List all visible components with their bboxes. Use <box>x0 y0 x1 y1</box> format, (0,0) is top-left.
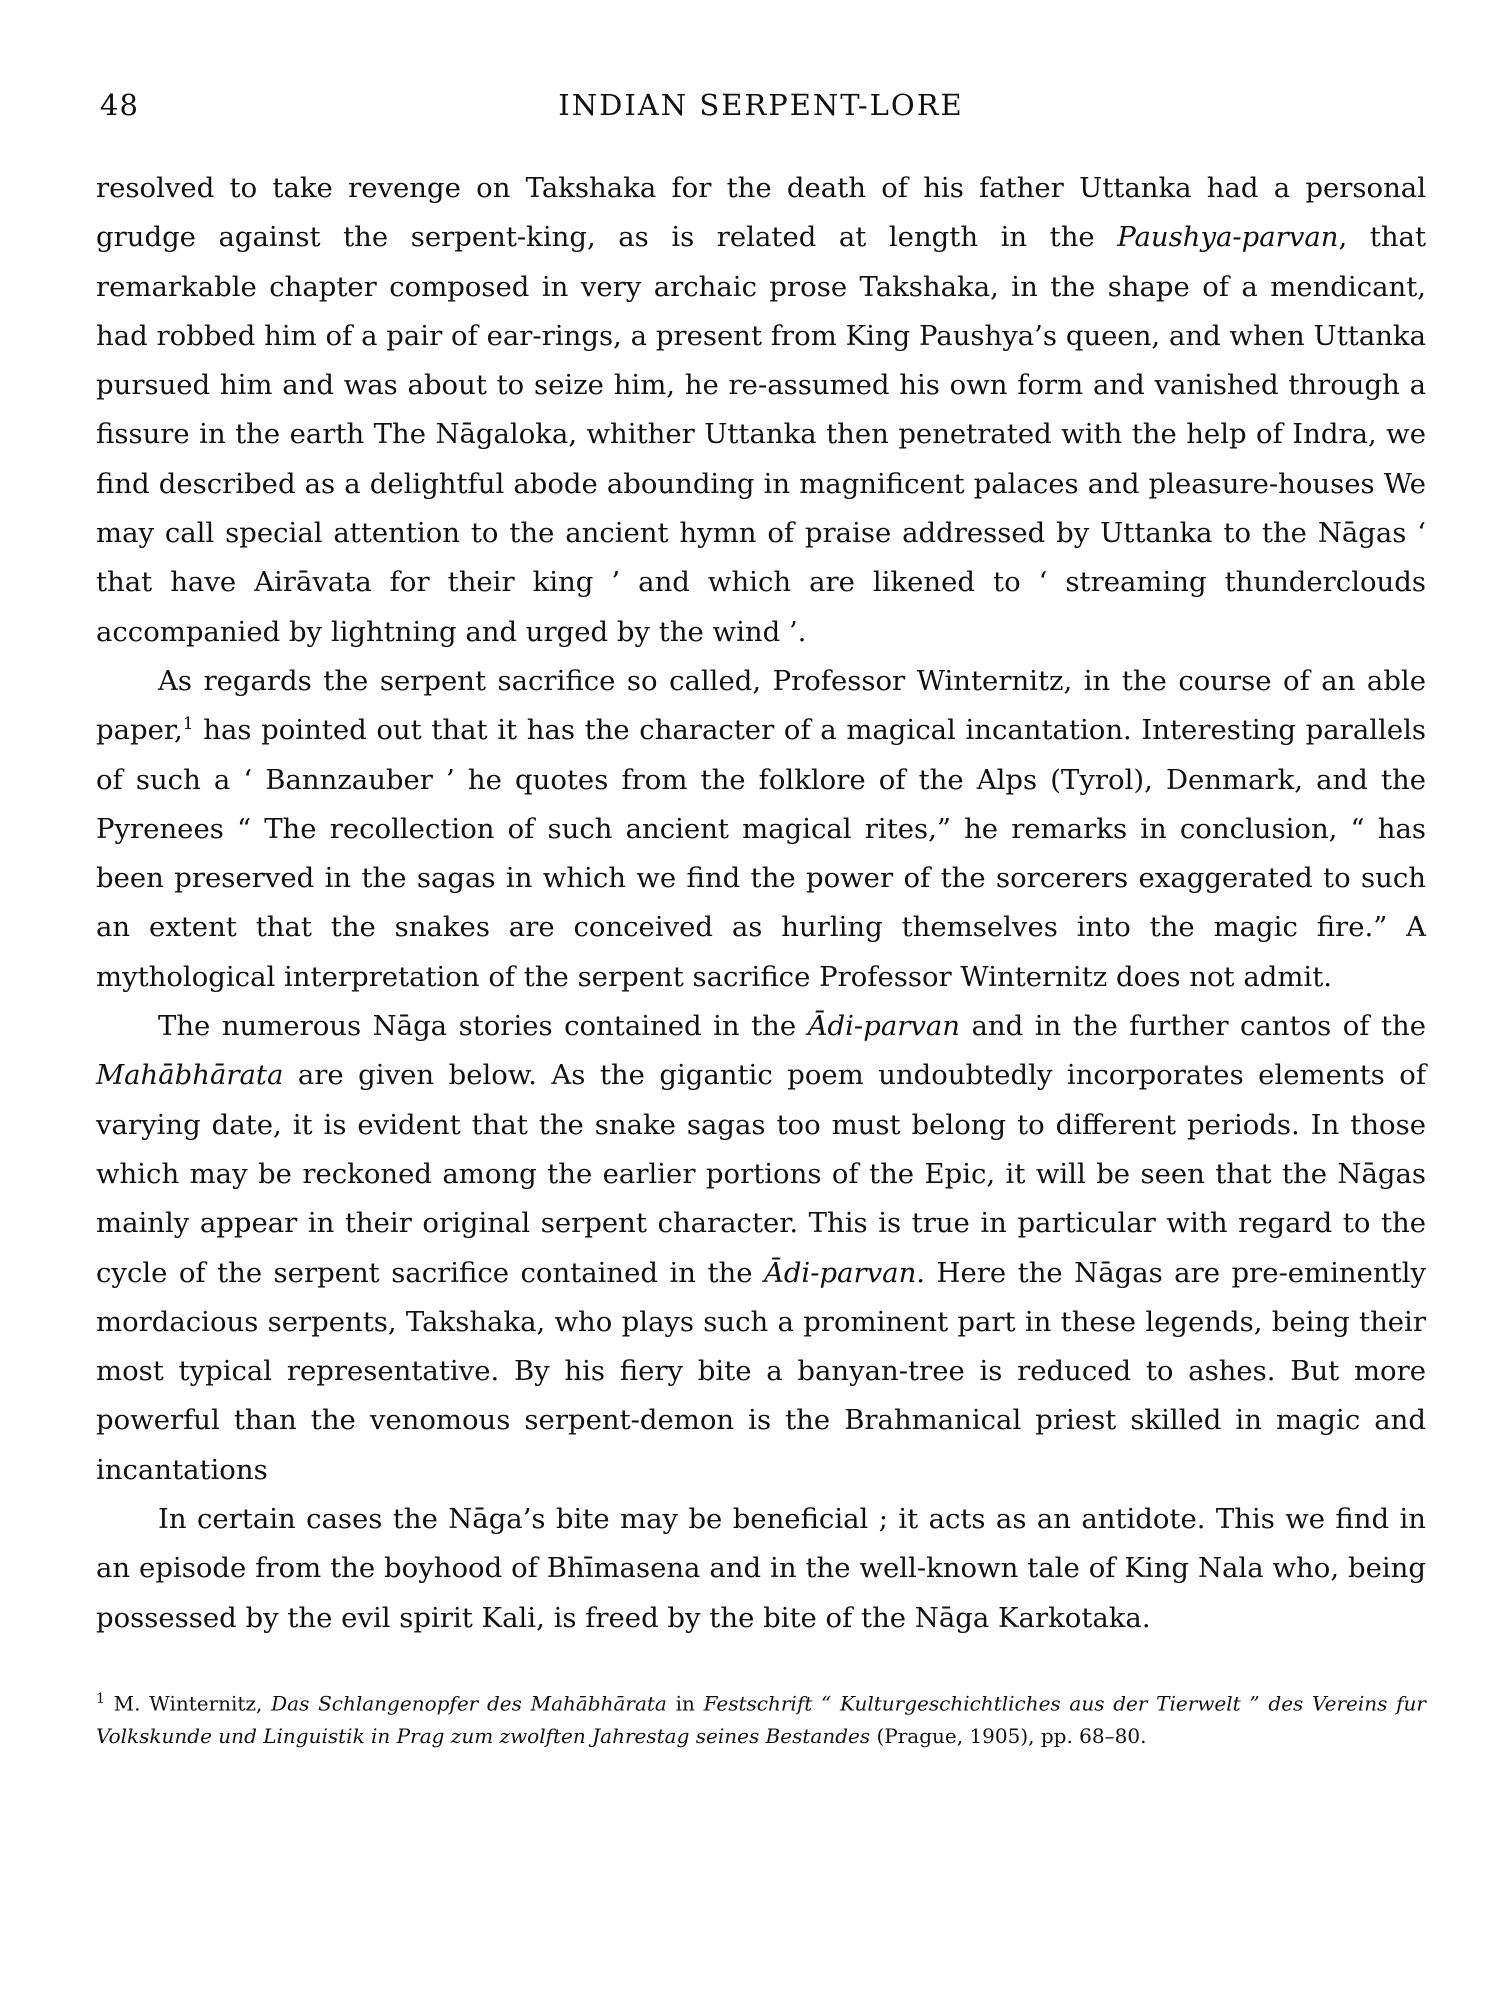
paragraph-3 <box>96 1002 1426 1495</box>
footnote-mark: 1 <box>96 1690 105 1707</box>
text-run: resolved to take revenge on Takshaka for the death of his father Uttanka had a personal grudge against the serpent-king, as is related at length in the <box>96 172 1426 254</box>
text-run: (Prague, 1905), pp. 68–80. <box>870 1723 1147 1748</box>
italic-title: Festschrift “ Kulturgeschichtliches aus der Tierwelt ” des Vereins fur Volkskunde und Linguistik in Prag zum zwolften Jahrestag seines Bestandes <box>96 1691 1426 1748</box>
text-run: Here the Nāgas are pre-eminently mordacious serpents, Takshaka, who plays such a prominent part in these legends, being their most typical representative. By his fiery bite a banyan-tree is reduced to ashes. But more powerful than the venomous serpent-demon is the Brahmanical priest skilled in magic and incantations <box>96 1256 1426 1486</box>
paragraph-2 <box>96 657 1426 1002</box>
italic-title: Paushya-parvan <box>1117 221 1339 254</box>
footnote-ref: 1 <box>182 714 194 735</box>
footnote-text <box>96 1692 1426 1748</box>
running-title: INDIAN SERPENT-LORE <box>558 88 964 122</box>
body-text <box>96 164 1426 1643</box>
page-number: 48 <box>100 88 139 122</box>
text-run: are given below. As the gigantic poem undoubtedly incorporates elements of varying date, it is evident that the snake sagas too must belong to different periods. In those which may be reckoned among the earlier portions of the Epic, it will be seen that the Nāgas mainly appear in their original serpent character. This is true in particular with regard to the cycle of the serpent sacrifice contained in the <box>96 1059 1426 1289</box>
running-head <box>96 88 1426 138</box>
text-run: As regards the serpent sacrifice so called, Professor Winternitz, in the course of an able paper, <box>96 664 1426 747</box>
italic-title: Ādi-parvan <box>807 1010 961 1043</box>
text-run: and in the further cantos of the <box>960 1010 1426 1043</box>
text-run: M. Winternitz, <box>113 1691 272 1716</box>
paragraph-1 <box>96 164 1426 657</box>
italic-title: Mahābhārata <box>96 1059 284 1092</box>
text-run: The numerous Nāga stories contained in the <box>158 1010 808 1043</box>
text-run: , that remarkable chapter composed in very archaic prose Takshaka, in the shape of a mendicant, had robbed him of a pair of ear-rings, a present from King Paushya’s queen, and when Uttanka pursued him and was about to seize him, he re-assumed his own form and vanished through a fissure in the earth The Nāgaloka, whither Uttanka then penetrated with the help of Indra, we find described as a delightful abode abounding in magnificent palaces and pleasure-houses We may call special attention to the ancient hymn of praise addressed by Uttanka to the Nāgas ‘ that have Airāvata for their king ’ and which are likened to ‘ streaming thunderclouds accompanied by lightning and urged by the wind ’. <box>96 221 1426 648</box>
italic-title: Ādi-parvan. <box>763 1256 926 1289</box>
text-run: has pointed out that it has the character of a magical incantation. Interesting parallels of such a ‘ Bannzauber ’ he quotes from the folklore of the Alps (Tyrol), Denmark, and the Pyrenees “ The recollection of such ancient magical rites,” he remarks in conclusion, “ has been preserved in the sagas in which we find the power of the sorcerers exaggerated to such an extent that the snakes are conceived as hurling themselves into the magic fire.” A mythological interpretation of the serpent sacrifice Professor Winternitz does not admit. <box>96 714 1426 993</box>
italic-title: Das Schlangenopfer des Mahābhārata <box>271 1691 667 1716</box>
book-page <box>96 88 1426 1968</box>
text-run: in <box>666 1691 704 1716</box>
footnote <box>96 1683 1426 1752</box>
text-run: In certain cases the Nāga’s bite may be beneficial ; it acts as an antidote. This we find in an episode from the boyhood of Bhīmasena and in the well-known tale of King Nala who, being possessed by the evil spirit Kali, is freed by the bite of the Nāga Karkotaka. <box>96 1503 1426 1634</box>
paragraph-4 <box>96 1495 1426 1643</box>
